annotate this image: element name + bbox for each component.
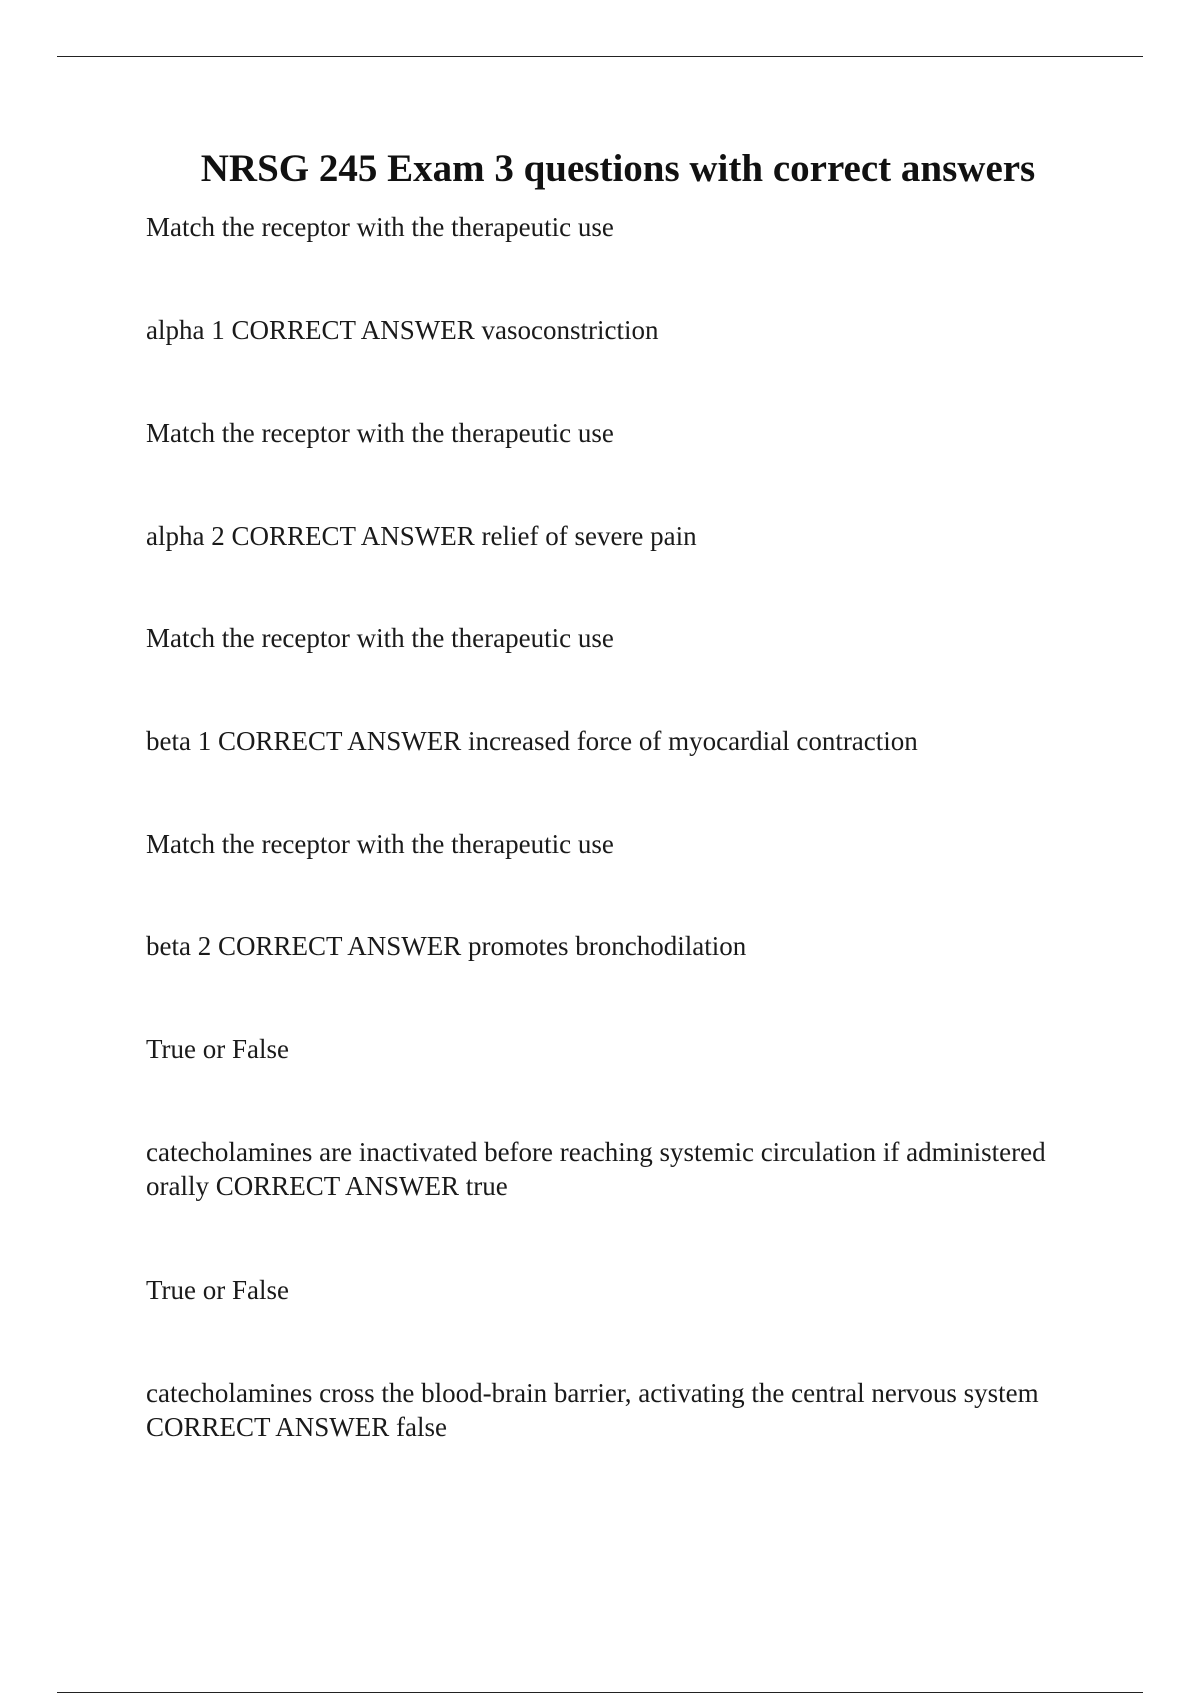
footer-rule [57,1692,1143,1693]
answer-line: catecholamines cross the blood-brain barrier, activating the central nervous system CORRECT ANSWER false [146,1378,1039,1442]
answer-line: alpha 2 CORRECT ANSWER relief of severe pain [146,521,697,551]
header-rule [57,56,1143,57]
question-prompt: Match the receptor with the therapeutic use [146,418,614,448]
document-title: NRSG 245 Exam 3 questions with correct answers [200,147,1036,190]
question-prompt: Match the receptor with the therapeutic use [146,623,614,653]
question-prompt: Match the receptor with the therapeutic use [146,212,614,242]
answer-line: beta 1 CORRECT ANSWER increased force of myocardial contraction [146,726,918,756]
question-prompt: True or False [146,1034,290,1064]
answer-line: alpha 1 CORRECT ANSWER vasoconstriction [146,315,659,345]
answer-line: beta 2 CORRECT ANSWER promotes bronchodilation [146,931,747,961]
question-prompt: Match the receptor with the therapeutic use [146,829,614,859]
answer-line: catecholamines are inactivated before reaching systemic circulation if administered orally CORRECT ANSWER true [146,1137,1046,1201]
question-prompt: True or False [146,1275,290,1305]
